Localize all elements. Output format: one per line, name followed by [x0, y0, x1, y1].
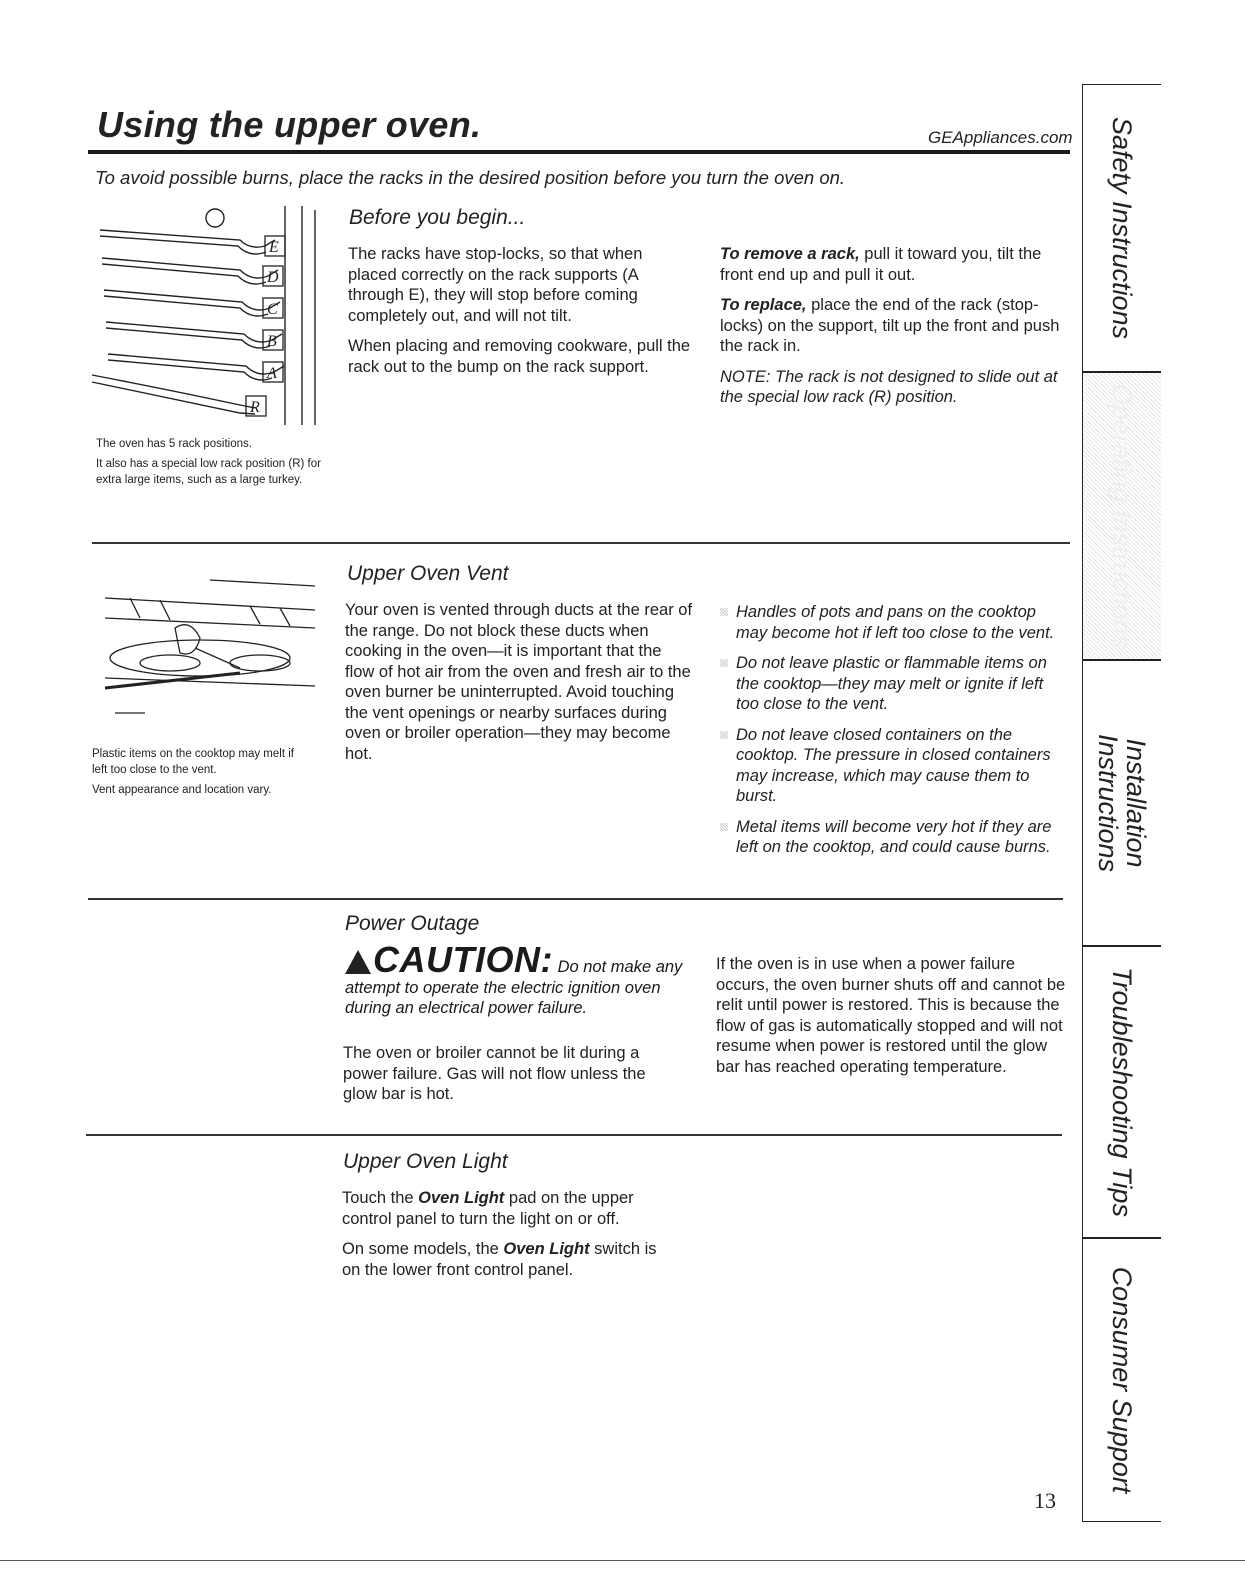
oven-light-paragraph-1: [342, 1188, 672, 1229]
caution-text: Do not make any attempt to operate the electric ignition oven during an electrical power failure.: [345, 958, 683, 1017]
section-tabs: [1082, 84, 1161, 1522]
website-link[interactable]: GEAppliances.com: [928, 128, 1073, 147]
oven-light-p1-a: Touch the: [342, 1189, 419, 1207]
note-lead: NOTE:: [720, 367, 771, 386]
replace-lead: To replace,: [720, 296, 807, 314]
page-title: Using the upper oven.: [97, 104, 482, 145]
replace-text: place the end of the rack (stop-locks) on the support, tilt up the front and push the rack in.: [720, 296, 1060, 355]
oven-light-p1-b: Oven Light: [418, 1189, 505, 1207]
power-outage-text-2: If the oven is in use when a power failure occurs, the oven burner shuts off and cannot be relit until power is restored. This is because the flow of gas is automatically stopped and will not resume when power is restored until the glow bar has reached operating temperature.: [716, 955, 1066, 1076]
tab-consumer-support[interactable]: [1083, 1239, 1161, 1521]
vent-bullet-2: Do not leave plastic or flammable items on the cooktop—they may melt or ignite if left too close to the vent.: [720, 653, 1065, 715]
oven-light-heading: Upper Oven Light: [343, 1150, 508, 1173]
vent-bullet-3: Do not leave closed containers on the cooktop. The pressure in closed containers may increase, which may cause them to burst.: [720, 725, 1065, 807]
caution-label: CAUTION:: [373, 939, 553, 980]
rack-letter-r: R: [250, 399, 260, 416]
caution-block: [345, 939, 685, 1019]
title-divider: [88, 150, 1070, 154]
rack-letter-c: C: [267, 301, 278, 318]
oven-light-text: [342, 1188, 672, 1290]
section-divider-1: [92, 542, 1070, 544]
page-bottom-edge: [0, 1560, 1245, 1561]
intro-text: To avoid possible burns, place the racks in the desired position before you turn the oven on.: [95, 167, 846, 188]
rack-letter-e: E: [269, 239, 279, 256]
vent-caption-line2: Vent appearance and location vary.: [92, 784, 272, 796]
racks-paragraph: The racks have stop-locks, so that when placed correctly on the rack supports (A through E), they will stop before coming completely out, and will not tilt.: [348, 245, 643, 325]
rack-caption-line1: The oven has 5 rack positions.: [96, 438, 252, 450]
cookware-paragraph: When placing and removing cookware, pull the rack out to the bump on the rack support.: [348, 337, 691, 376]
tab-operating-label: Operating Instructions: [1107, 383, 1137, 649]
rack-letter-a: A: [267, 365, 277, 382]
tab-installation-label: Installation Instructions: [1093, 733, 1151, 873]
rack-positions-illustration: [90, 200, 325, 430]
remove-lead: To remove a rack,: [720, 245, 860, 263]
power-outage-heading: Power Outage: [345, 912, 480, 935]
tab-troubleshooting-label: Troubleshooting Tips: [1107, 967, 1137, 1217]
rack-caption-line2: It also has a special low rack position (R) for extra large items, such as a large turkey.: [96, 458, 321, 486]
vent-bullet-1: Handles of pots and pans on the cooktop may become hot if left too close to the vent.: [720, 602, 1065, 643]
vent-heading: Upper Oven Vent: [347, 562, 509, 585]
vent-bullets: [720, 602, 1065, 868]
before-you-begin-heading: Before you begin...: [349, 206, 526, 229]
tab-safety-label: Safety Instructions: [1107, 116, 1137, 340]
rack-caption: [96, 436, 321, 492]
tab-safety-instructions[interactable]: [1083, 85, 1161, 371]
vent-bullet-4: Metal items will become very hot if they are left on the cooktop, and could cause burns.: [720, 817, 1065, 858]
tab-installation-instructions[interactable]: [1083, 661, 1161, 945]
note-paragraph: [720, 367, 1070, 408]
oven-light-p2-b: Oven Light: [503, 1240, 590, 1258]
page-number: 13: [1034, 1488, 1056, 1513]
replace-paragraph: [720, 295, 1070, 357]
vent-illustration: [100, 568, 320, 718]
tab-troubleshooting-tips[interactable]: [1083, 947, 1161, 1237]
oven-light-p2-a: On some models, the: [342, 1240, 504, 1258]
section-divider-2: [88, 898, 1063, 900]
vent-caption: [92, 746, 312, 802]
remove-paragraph: [720, 244, 1070, 285]
tab-operating-instructions[interactable]: [1083, 373, 1161, 659]
vent-text: Your oven is vented through ducts at the rear of the range. Do not block these ducts when cooking in the oven—it is important that the flow of hot air from the oven and fresh air to the oven burner be uninterrupted. Avoid touching the vent openings or nearby surfaces during oven or broiler operation—they may become hot.: [345, 601, 693, 763]
before-you-begin-text: [348, 244, 693, 387]
vent-caption-line1: Plastic items on the cooktop may melt if left too close to the vent.: [92, 748, 294, 776]
section-divider-3: [86, 1134, 1062, 1136]
power-outage-text-1: The oven or broiler cannot be lit during a power failure. Gas will not flow unless the glow bar is hot.: [343, 1044, 646, 1103]
rack-letter-b: B: [267, 333, 277, 350]
tab-consumer-label: Consumer Support: [1107, 1266, 1137, 1494]
note-text: The rack is not designed to slide out at the special low rack (R) position.: [720, 367, 1058, 406]
remove-text: pull it toward you, tilt the front end up and pull it out.: [720, 245, 1042, 284]
oven-light-p2-c: switch is on the lower front control panel.: [342, 1240, 657, 1279]
rack-removal-text: [720, 244, 1070, 418]
oven-light-paragraph-2: [342, 1239, 672, 1280]
oven-light-p1-c: pad on the upper control panel to turn the light on or off.: [342, 1189, 634, 1228]
rack-letter-d: D: [267, 269, 279, 286]
warning-triangle-icon: [345, 950, 371, 974]
